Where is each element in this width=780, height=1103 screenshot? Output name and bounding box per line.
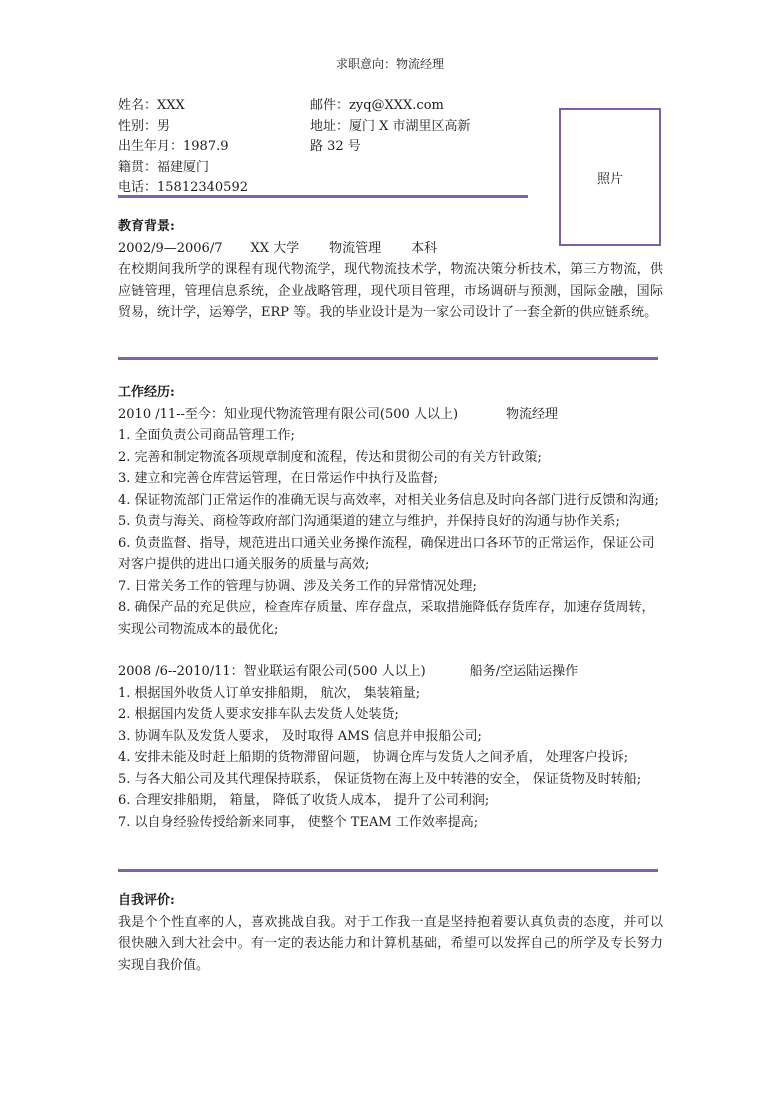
divider-work [118,869,658,872]
education-row [118,238,663,260]
job-duties [118,425,663,640]
list-item: 5. 负责与海关、商检等政府部门沟通渠道的建立与维护，并保持良好的沟通与协作关系; [118,514,620,529]
education-description: 在校期间我所学的课程有现代物流学，现代物流技术学，物流决策分析技术，第三方物流，供应链管理，管理信息系统，企业战略管理，现代项目管理，市场调研与预测，国际金融，国际贸易，统计学，运筹学，ERP 等。我的毕业设计是为一家公司设计了一套全新的供应链系统。 [118,262,663,320]
list-item: 3. 协调车队及发货人要求， 及时取得 AMS 信息并申报船公司; [118,728,482,744]
self-evaluation-text: 我是个个性直率的人，喜欢挑战自我。对于工作我一直是坚持抱着要认真负责的态度，并可以很快融入到大社会中。有一定的表达能力和计算机基础，希望可以发挥自己的所学及专长努力实现自我价值。 [118,914,663,973]
self-evaluation-section [118,890,663,976]
personal-info-left [118,96,248,199]
education-title: 教育背景: [118,219,175,234]
job-header [118,404,663,426]
list-item: 3. 建立和完善仓库营运管理，在日常运作中执行及监督; [118,471,438,486]
personal-info-right [310,96,471,158]
job-position: 物流经理 [506,406,559,422]
education-major: 物流管理 [329,240,382,256]
gender-field: 性别：男 [118,118,171,134]
education-period: 2002/9—2006/7 [118,240,223,256]
job-company: 2010 /11--至今：知业现代物流管理有限公司(500 人以上) [118,406,459,422]
address-field-line1: 地址：厦门 X 市湖里区高新 [310,118,471,134]
name-field: 姓名：XXX [118,98,185,113]
list-item: 7. 日常关务工作的管理与协调、涉及关务工作的异常情况处理; [118,578,477,594]
list-item: 8. 确保产品的充足供应，检查库存质量、库存盘点，采取措施降低存货库存，加速存货周转，实现公司物流成本的最优化; [118,600,655,637]
list-item: 1. 根据国外收货人订单安排船期， 航次， 集装箱量; [118,685,421,701]
list-item: 4. 安排未能及时赶上船期的货物滞留问题， 协调仓库与发货人之间矛盾， 处理客户投诉; [118,750,629,765]
origin-field: 籍贯：福建厦门 [118,159,210,175]
job-duties [118,683,663,834]
list-item: 1. 全面负责公司商品管理工作; [118,428,295,443]
phone-field: 电话：15812340592 [118,180,248,195]
job-header [118,661,663,683]
page-title: 求职意向：物流经理 [335,57,444,71]
list-item: 2. 完善和制定物流各项规章制度和流程，传达和贯彻公司的有关方针政策; [118,449,542,465]
job-position: 船务/空运陆运操作 [469,664,579,679]
list-item: 5. 与各大船公司及其代理保持联系， 保证货物在海上及中转港的安全， 保证货物及时转船; [118,771,642,787]
email-field: 邮件：zyq@XXX.com [310,98,444,113]
list-item: 6. 合理安排船期， 箱量， 降低了收货人成本， 提升了公司利润; [118,793,490,808]
list-item: 6. 负责监督、指导，规范进出口通关业务操作流程，确保进出口各环节的正常运作，保证公司对客户提供的进出口通关服务的质量与高效; [118,535,655,572]
education-school: XX 大学 [250,240,300,256]
divider-education [118,357,658,360]
job-company: 2008 /6--2010/11：智业联运有限公司(500 人以上) [118,664,426,679]
photo-label: 照片 [596,171,623,187]
list-item: 2. 根据国内发货人要求安排车队去发货人处装货; [118,707,399,722]
education-degree: 本科 [411,240,438,256]
list-item: 7. 以自身经验传授给新来同事， 使整个 TEAM 工作效率提高; [118,814,479,830]
work-section [118,382,663,833]
education-section [118,216,663,324]
work-title: 工作经历: [118,385,175,400]
self-evaluation-title: 自我评价: [118,893,175,908]
birth-field: 出生年月：1987.9 [118,139,229,154]
address-field-line2: 路 32 号 [310,139,361,154]
list-item: 4. 保证物流部门正常运作的准确无误与高效率，对相关业务信息及时向各部门进行反馈和沟通; [118,492,659,508]
divider-personal [118,195,528,198]
